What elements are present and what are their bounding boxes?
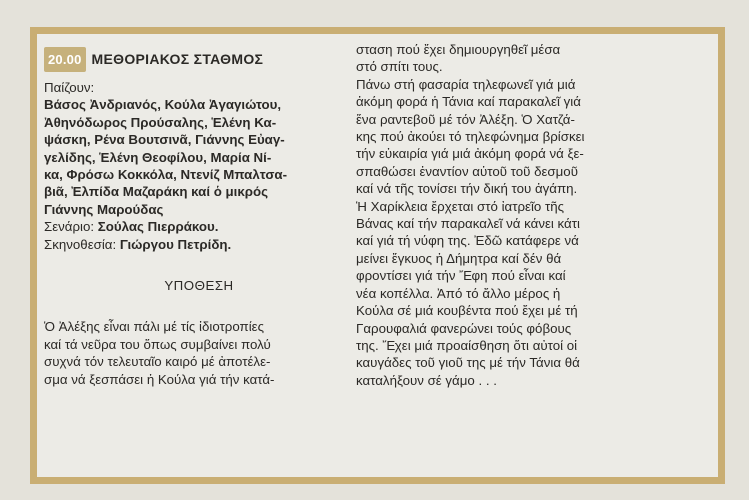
script-label: Σενάριο: <box>44 219 95 235</box>
text-line: σπαθώσει ἐναντίον αὐτοῦ τοῦ δεσμοῦ <box>356 163 578 179</box>
text-line: ἀκόμη φορά ἡ Τάνια καί παρακαλεῖ γιά <box>356 94 581 110</box>
text-line: μείνει ἔγκυος ἡ Δήμητρα καί δέν θά <box>356 250 562 266</box>
text-line: της. Ἔχει μιά προαίσθηση ὅτι αὐτοί οἱ <box>356 337 578 353</box>
synopsis-heading: ΥΠΟΘΕΣΗ <box>164 278 234 294</box>
right-column <box>356 41 674 389</box>
time-badge: 20.00 <box>44 47 86 72</box>
text-line: καυγάδες τοῦ γιοῦ της μέ τήν Τάνια θά <box>356 355 580 371</box>
text-line: φροντίσει γιά τήν Ἔφη πού εἶναι καί <box>356 268 566 284</box>
text-line: καί νά τῆς τονίσει τήν δική του ἀγάπη. <box>356 181 578 197</box>
direction-label: Σκηνοθεσία: <box>44 236 117 252</box>
script-value: Σούλας Πιερράκου. <box>97 219 219 235</box>
cast-label: Παίζουν: <box>44 80 95 95</box>
cast-line: Βάσος Ἀνδριανός, Κούλα Ἀγαγιώτου, <box>44 97 282 113</box>
cast-line: γελίδης, Ἑλένη Θεοφίλου, Μαρία Νί- <box>44 149 272 165</box>
cast-line: κα, Φρόσω Κοκκόλα, Ντενίζ Μπαλτσα- <box>44 167 288 183</box>
direction-value: Γιώργου Πετρίδη. <box>119 236 232 252</box>
text-line: Βάνας καί τήν παρακαλεῖ νά κάνει κάτι <box>356 216 580 232</box>
program-title: ΜΕΘΟΡΙΑΚΟΣ ΣΤΑΘΜΟΣ <box>91 50 264 67</box>
text-line: Ὁ Ἀλέξης εἶναι πάλι μέ τίς ἰδιοτροπίες <box>44 319 265 335</box>
left-column <box>44 47 354 388</box>
cast-line: Γιάννης Μαρούδας <box>44 201 164 217</box>
cast-line: Ἀθηνόδωρος Προύσαλης, Ἑλένη Κα- <box>44 114 277 130</box>
text-line: σταση πού ἔχει δημιουργηθεῖ μέσα <box>356 42 561 57</box>
text-line: συχνά τόν τελευταῖο καιρό μέ ἀποτέλε- <box>44 354 271 370</box>
direction-credit <box>44 236 354 253</box>
text-line: στό σπίτι τους. <box>356 59 443 75</box>
text-line: Κούλα σέ μιά κουβέντα πού ἔχει μέ τή <box>356 303 578 319</box>
text-line: νέα κοπέλλα. Ἀπό τό ἄλλο μέρος ἡ <box>356 285 561 301</box>
text-line: Πάνω στή φασαρία τηλεφωνεῖ γιά μιά <box>356 76 576 92</box>
text-line: ἕνα ραντεβοῦ μέ τόν Ἀλέξη. Ὁ Χατζά- <box>356 111 575 127</box>
text-line: τήν εὐκαιρία γιά μιά ἀκόμη φορά νά ξε- <box>356 146 584 162</box>
script-credit <box>44 218 354 235</box>
text-line: Ἡ Χαρίκλεια ἔρχεται στό ἰατρεῖο τῆς <box>356 198 565 214</box>
text-line: καί γιά τή νύφη της. Ἐδῶ κατάφερε νά <box>356 233 579 249</box>
text-line: Γαρουφαλιά φανερώνει τούς φόβους <box>356 320 572 336</box>
cast-line: ψάσκη, Ρένα Βουτσινᾶ, Γιάννης Εὐαγ- <box>44 132 285 148</box>
synopsis-left-text <box>44 318 354 388</box>
text-line: κης πού ἀκούει τό τηλεφώνημα βρίσκει <box>356 129 585 145</box>
text-line: σμα νά ξεσπάσει ἡ Κούλα γιά τήν κατά- <box>44 371 275 387</box>
text-line: καί τά νεῦρα του ὅπως συμβαίνει πολύ <box>44 336 271 352</box>
cast-line: βιᾶ, Ἐλπίδα Μαζαράκη καί ὁ μικρός <box>44 184 269 200</box>
cast-list <box>44 96 354 218</box>
text-line: καταλήξουν σέ γάμο . . . <box>356 372 497 388</box>
program-header <box>44 47 354 72</box>
